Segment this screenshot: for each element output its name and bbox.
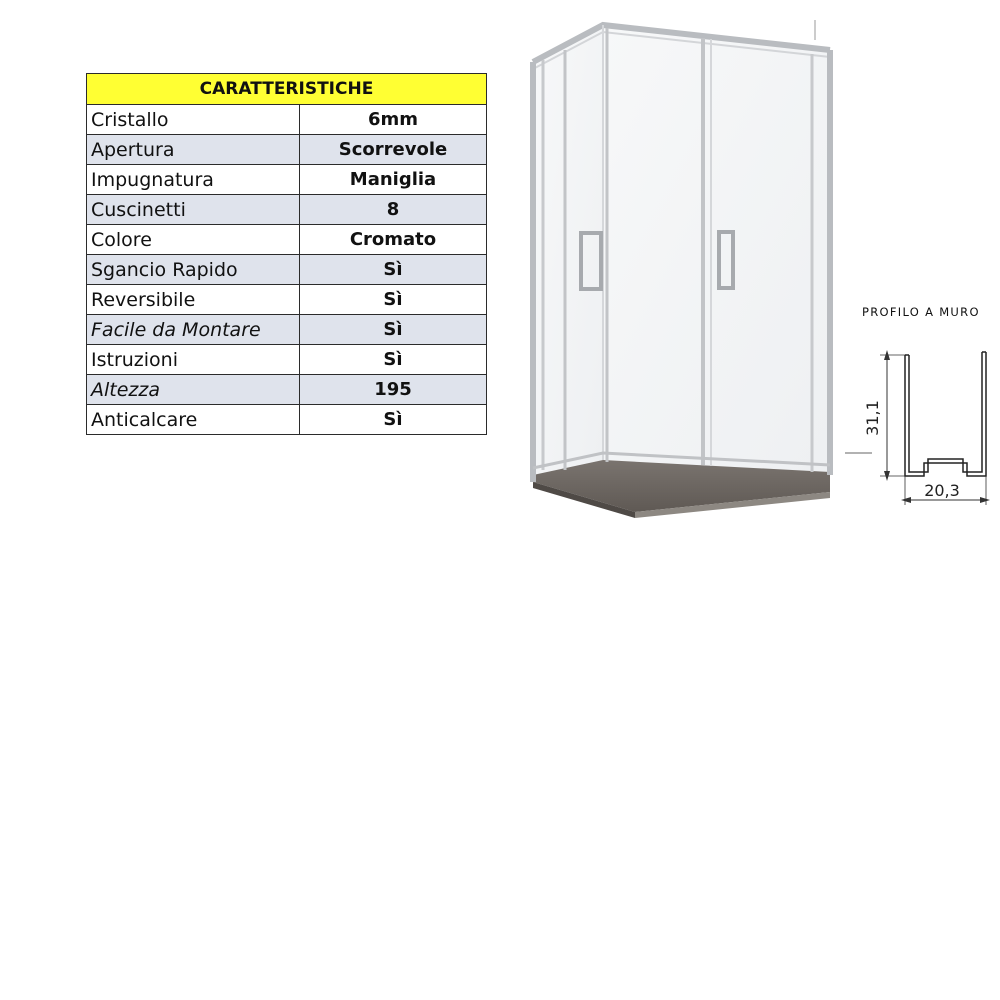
specs-title: CARATTERISTICHE [87,74,487,105]
table-row [87,255,487,285]
spec-label: Impugnatura [87,165,300,195]
spec-label: Cristallo [87,105,300,135]
spec-value: Scorrevole [300,135,487,165]
table-row [87,225,487,255]
spec-value: Sì [300,285,487,315]
profile-title: PROFILO A MURO [862,305,980,319]
spec-label: Apertura [87,135,300,165]
spec-value: 8 [300,195,487,225]
spec-value: Sì [300,315,487,345]
table-row [87,375,487,405]
spec-label: Facile da Montare [87,315,300,345]
shower-enclosure-image [525,20,845,520]
spec-label: Reversibile [87,285,300,315]
table-row [87,195,487,225]
wall-profile-diagram [845,300,1000,515]
table-row [87,135,487,165]
profile-width-label: 20,3 [924,481,960,500]
table-row [87,105,487,135]
spec-value: Maniglia [300,165,487,195]
specs-header-row [87,74,487,105]
specs-table [86,73,487,435]
spec-label: Istruzioni [87,345,300,375]
table-row [87,345,487,375]
spec-value: Sì [300,345,487,375]
table-row [87,285,487,315]
spec-value: Sì [300,255,487,285]
spec-label: Altezza [87,375,300,405]
spec-label: Cuscinetti [87,195,300,225]
spec-label: Colore [87,225,300,255]
table-row [87,315,487,345]
spec-label: Sgancio Rapido [87,255,300,285]
table-row [87,165,487,195]
spec-value: Cromato [300,225,487,255]
spec-value: Sì [300,405,487,435]
profile-height-label: 31,1 [863,400,882,436]
spec-value: 195 [300,375,487,405]
spec-value: 6mm [300,105,487,135]
table-row [87,405,487,435]
spec-label: Anticalcare [87,405,300,435]
